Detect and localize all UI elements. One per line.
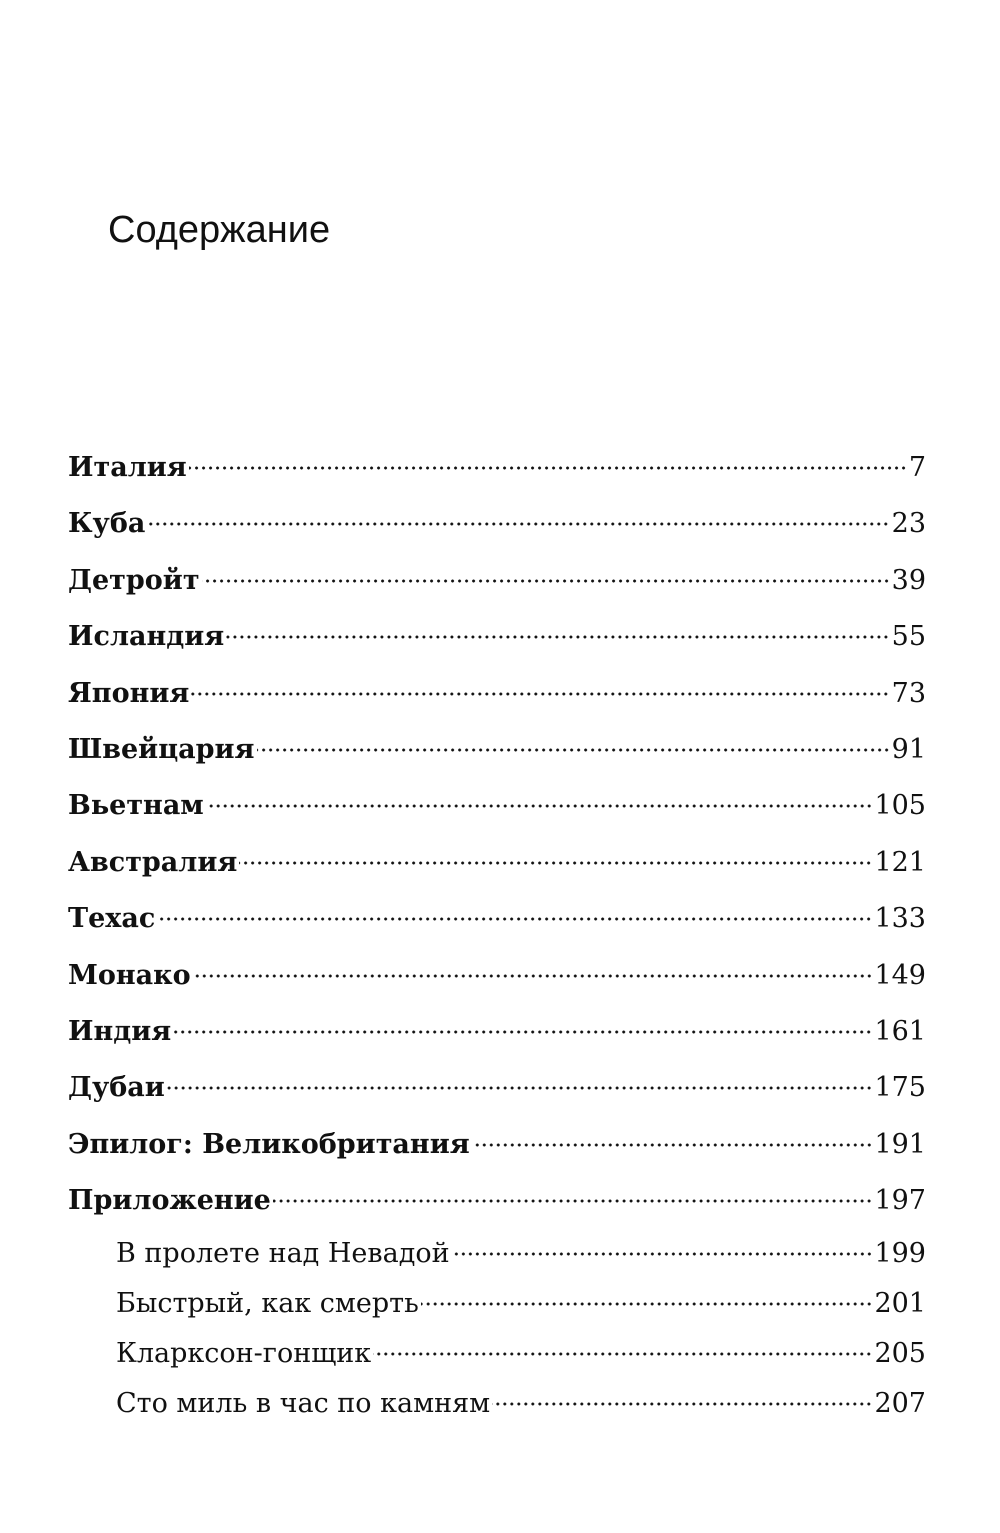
toc-entry-page-number: 175 <box>874 1072 926 1104</box>
toc-entry <box>68 1173 926 1229</box>
toc-entry <box>68 553 926 609</box>
dot-leader <box>273 1199 873 1203</box>
dot-leader <box>257 748 890 752</box>
toc-subentry <box>68 1279 926 1329</box>
dot-leader <box>173 1030 872 1034</box>
dot-leader <box>226 635 889 639</box>
toc-entry-label: Италия <box>68 452 187 483</box>
toc-entry-page-number: 207 <box>874 1388 926 1420</box>
dot-leader <box>421 1302 873 1306</box>
toc-entry <box>68 835 926 891</box>
toc-entry <box>68 1117 926 1173</box>
toc-entry <box>68 778 926 834</box>
toc-entry-label: Швейцария <box>68 733 255 765</box>
dot-leader <box>472 1143 873 1147</box>
toc-entry <box>68 609 926 665</box>
toc-entry-page-number: 91 <box>891 733 926 765</box>
toc-entry-page-number: 121 <box>874 846 926 878</box>
toc-entry-label: Эпилог: Великобритания <box>68 1128 470 1160</box>
toc-entry-label: Куба <box>68 508 146 540</box>
toc-entry <box>68 440 926 496</box>
toc-entry-page-number: 201 <box>874 1288 926 1320</box>
toc-entry-page-number: 205 <box>874 1338 926 1370</box>
dot-leader <box>189 466 907 470</box>
toc-entry-page-number: 39 <box>891 564 926 596</box>
toc-entry <box>68 948 926 1004</box>
toc-entry-label: Кларксон-гонщик <box>116 1338 372 1370</box>
toc-entry-label: Быстрый, как смерть <box>116 1288 419 1320</box>
toc-entry <box>68 891 926 947</box>
toc-entry <box>68 496 926 552</box>
dot-leader <box>239 861 872 865</box>
toc-entry-page-number: 199 <box>874 1238 926 1270</box>
toc-entry-label: Дубаи <box>68 1072 165 1104</box>
toc-entry-page-number: 7 <box>908 452 926 483</box>
toc-entry-label: Исландия <box>68 621 225 653</box>
toc-subentry <box>68 1329 926 1379</box>
toc-entry-page-number: 73 <box>891 677 926 709</box>
toc-entry-label: В пролете над Невадой <box>116 1238 450 1270</box>
toc-entry-label: Детройт <box>68 564 200 596</box>
dot-leader <box>157 917 872 921</box>
dot-leader <box>206 804 873 808</box>
toc-entry-page-number: 133 <box>874 903 926 935</box>
toc-entry-page-number: 149 <box>874 959 926 991</box>
dot-leader <box>167 1086 873 1090</box>
toc-entry-label: Монако <box>68 959 191 991</box>
toc-entry-page-number: 161 <box>874 1015 926 1047</box>
toc-entry <box>68 666 926 722</box>
table-of-contents <box>68 440 926 1429</box>
toc-entry-label: Индия <box>68 1015 172 1047</box>
toc-entry-label: Приложение <box>68 1185 271 1217</box>
toc-entry-label: Техас <box>68 903 156 935</box>
toc-entry-page-number: 197 <box>874 1185 926 1217</box>
dot-leader <box>147 522 889 526</box>
toc-entry <box>68 1060 926 1116</box>
toc-entry-page-number: 191 <box>874 1128 926 1160</box>
dot-leader <box>373 1352 872 1356</box>
toc-entry <box>68 1004 926 1060</box>
toc-entry-label: Япония <box>68 677 190 709</box>
dot-leader <box>452 1252 873 1256</box>
toc-entry-page-number: 55 <box>891 621 926 653</box>
toc-subentry <box>68 1379 926 1429</box>
dot-leader <box>193 974 873 978</box>
toc-subentry <box>68 1229 926 1279</box>
dot-leader <box>202 579 890 583</box>
toc-entry-page-number: 105 <box>874 790 926 822</box>
page-title: Содержание <box>108 209 331 251</box>
dot-leader <box>492 1402 872 1406</box>
dot-leader <box>191 692 889 696</box>
toc-entry-label: Вьетнам <box>68 790 204 822</box>
toc-entry-label: Австралия <box>68 846 238 878</box>
toc-entry-page-number: 23 <box>891 508 926 540</box>
toc-entry-label: Сто миль в час по камням <box>116 1388 491 1420</box>
toc-entry <box>68 722 926 778</box>
